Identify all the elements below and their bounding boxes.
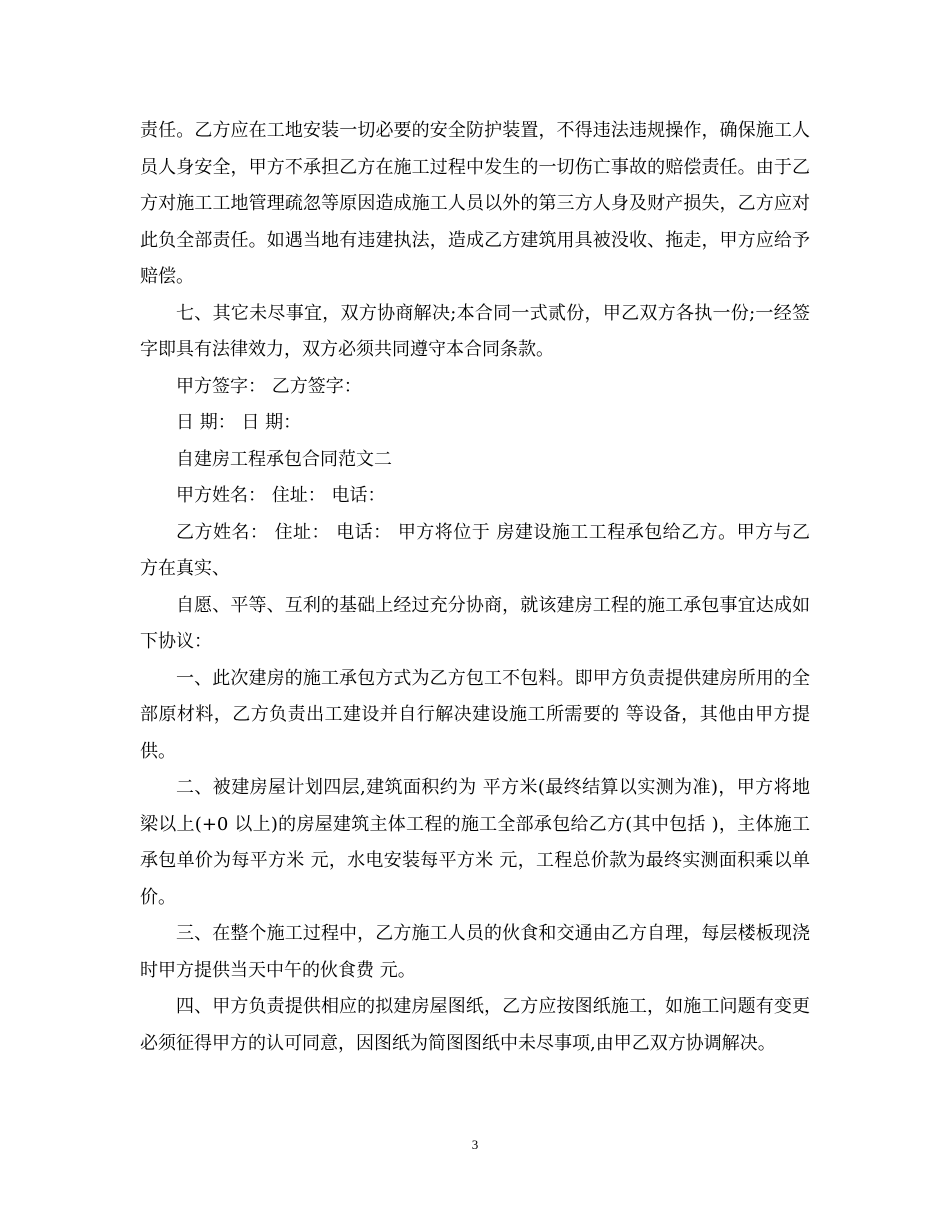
paragraph-clause-2: 二、被建房屋计划四层,建筑面积约为 平方米(最终结算以实测为准)，甲方将地梁以上(+0 以上)的房屋建筑主体工程的施工全部承包给乙方(其中包括 )，主体施工承包单价为每平方米 元，水电安装每平方米 元，工程总价款为最终实测面积乘以单价。 [140,777,810,908]
paragraph-liability: 责任。乙方应在工地安装一切必要的安全防护装置，不得违法违规操作，确保施工人员人身安全，甲方不承担乙方在施工过程中发生的一切伤亡事故的赔偿责任。由于乙方对施工工地管理疏忽等原因造成施工人员以外的第三方人身及财产损失，乙方应对此负全部责任。如遇当地有违建执法，造成乙方建筑用具被没收、拖走，甲方应给予赔偿。 [140,120,810,287]
date-line: 日 期： 日 期： [176,412,302,433]
paragraph-clause-3: 三、在整个施工过程中，乙方施工人员的伙食和交通由乙方自理，每层楼板现浇时甲方提供当天中午的伙食费 元。 [140,923,810,981]
signature-line: 甲方签字： 乙方签字： [176,375,362,397]
paragraph-clause-7: 七、其它未尽事宜，双方协商解决;本合同一式贰份，甲乙双方各执一份;一经签字即具有法律效力，双方必须共同遵守本合同条款。 [140,302,810,360]
paragraph-agreement-basis: 自愿、平等、互利的基础上经过充分协商，就该建房工程的施工承包事宜达成如下协议： [140,594,810,652]
section-title: 自建房工程承包合同范文二 [176,448,392,470]
paragraph-clause-1: 一、此次建房的施工承包方式为乙方包工不包料。即甲方负责提供建房所用的全部原材料，乙方负责出工建设并自行解决建设施工所需要的 等设备，其他由甲方提供。 [140,667,810,762]
page-number: 3 [471,1137,479,1152]
document-body [140,113,810,1062]
paragraph-clause-4: 四、甲方负责提供相应的拟建房屋图纸，乙方应按图纸施工，如施工问题有变更必须征得甲方的认可同意，因图纸为简图图纸中未尽事项,由甲乙双方协调解决。 [140,996,810,1054]
party-b-info: 乙方姓名： 住址： 电话： 甲方将位于 房建设施工工程承包给乙方。甲方与乙方在真实、 [140,521,810,579]
party-a-info: 甲方姓名： 住址： 电话： [176,485,386,506]
